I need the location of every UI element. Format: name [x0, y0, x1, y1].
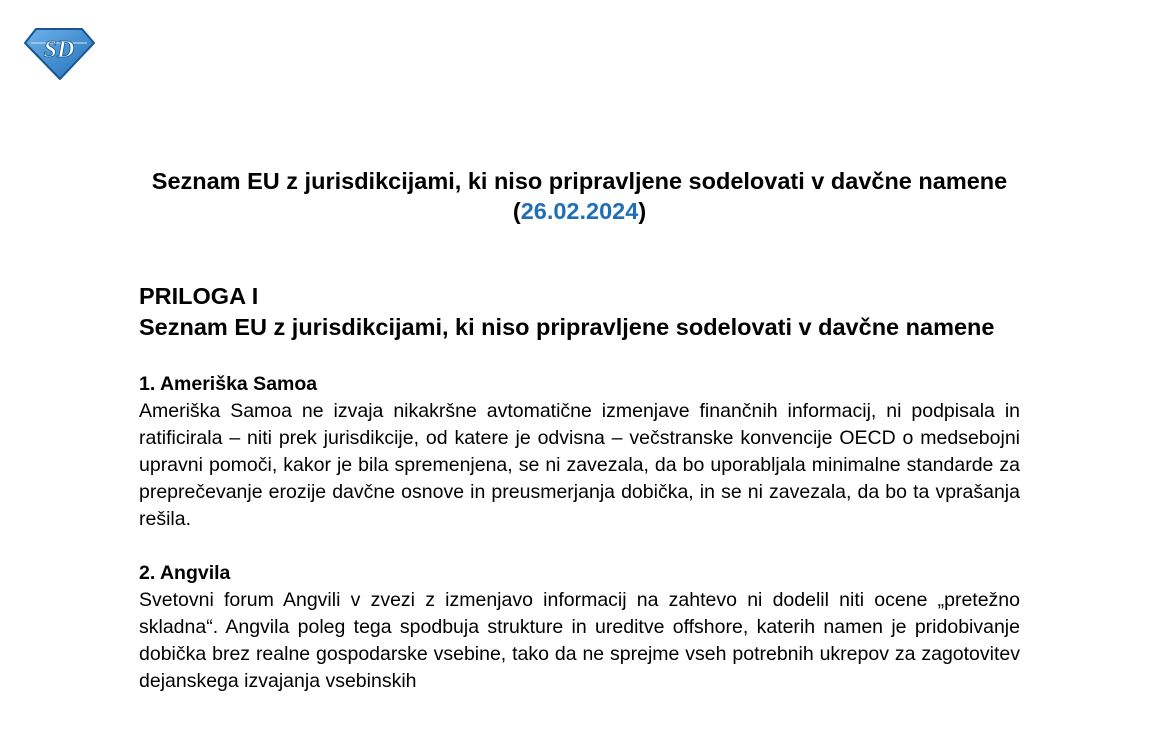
document-date: 26.02.2024 — [520, 198, 639, 224]
document-body — [139, 166, 1020, 695]
svg-text:SD: SD — [43, 37, 75, 63]
document-title: Seznam EU z jurisdikcijami, ki niso pripravljene sodelovati v davčne namene — [151, 168, 1008, 194]
section-anguilla — [139, 560, 1020, 695]
date-close-paren: ) — [638, 198, 647, 224]
section-heading: 1. Ameriška Samoa — [139, 373, 318, 395]
annex-subheading: Seznam EU z jurisdikcijami, ki niso pripravljene sodelovati v davčne namene — [139, 314, 995, 340]
sd-shield-logo-icon — [22, 26, 96, 82]
document-date-line — [139, 196, 1020, 226]
annex — [139, 281, 1020, 695]
section-heading: 2. Angvila — [139, 562, 231, 584]
annex-heading: PRILOGA I — [139, 283, 259, 309]
section-text: Svetovni forum Angvili v zvezi z izmenjavo informacij na zahtevo ni dodelil niti ocene „pretežno skladna“. Angvila poleg tega spodbuja strukture in ureditve offshore, katerih namen je pridobivanje dobička brez realne gospodarske vsebine, tako da ne sprejme vseh potrebnih ukrepov za zagotovitev dejanskega izvajanja vsebinskih — [139, 589, 1020, 692]
date-open-paren: ( — [512, 198, 521, 224]
section-american-samoa — [139, 371, 1020, 533]
section-text: Ameriška Samoa ne izvaja nikakršne avtomatične izmenjave finančnih informacij, ni podpisala in ratificirala – niti prek jurisdikcije, od katere je odvisna – večstranske konvencije OECD o medsebojni upravni pomoči, kakor je bila spremenjena, se ni zavezala, da bo uporabljala minimalne standarde za preprečevanje erozije davčne osnove in preusmerjanja dobička, in se ni zavezala, da bo ta vprašanja rešila. — [139, 400, 1020, 530]
